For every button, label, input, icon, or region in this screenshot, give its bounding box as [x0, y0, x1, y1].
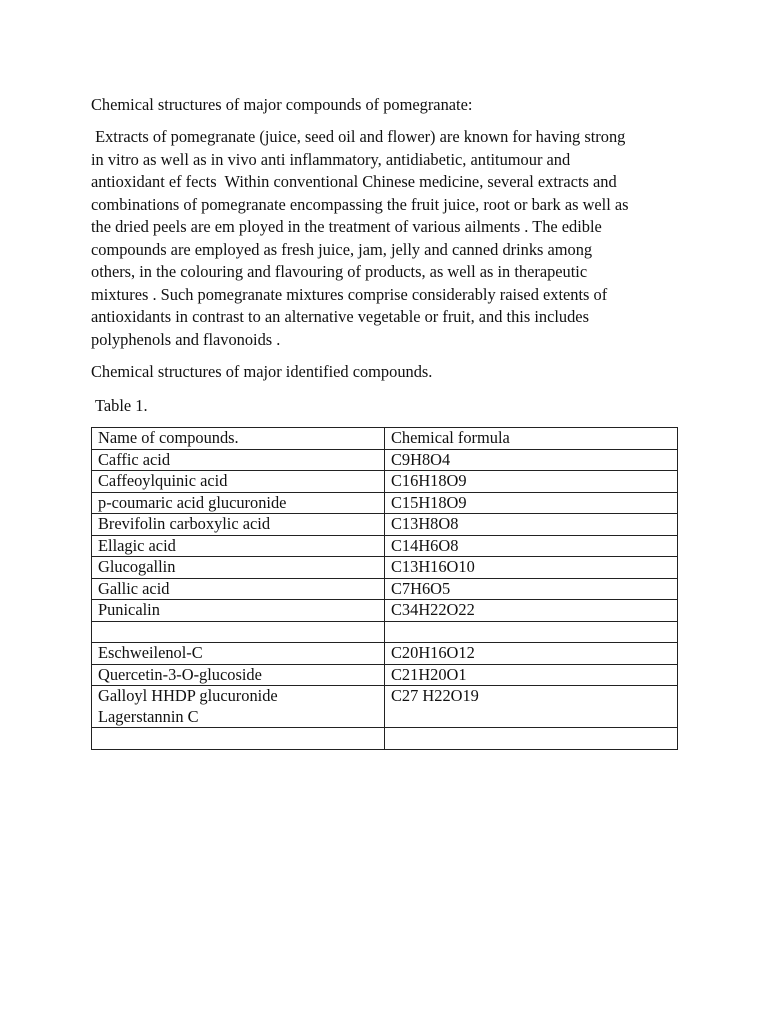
paragraph-line: mixtures . Such pomegranate mixtures comprise considerably raised extents of: [91, 284, 608, 304]
empty-cell: [92, 621, 385, 643]
table-row: [92, 664, 678, 686]
formula-cell: C27 H22O19: [385, 686, 678, 728]
table-row-empty: [92, 728, 678, 750]
formula-cell: C21H20O1: [385, 664, 678, 686]
table-row: [92, 557, 678, 579]
header-cell-name: Name of compounds.: [92, 428, 385, 450]
compounds-table-1: [91, 427, 678, 643]
table-caption: Table 1.: [95, 396, 148, 415]
table-row: [92, 578, 678, 600]
compound-name-cell: Ellagic acid: [92, 535, 385, 557]
compound-name-line: Lagerstannin C: [98, 706, 199, 726]
compound-name-cell: p-coumaric acid glucuronide: [92, 492, 385, 514]
empty-cell: [385, 728, 678, 750]
formula-cell: C13H16O10: [385, 557, 678, 579]
formula-cell: C7H6O5: [385, 578, 678, 600]
formula-cell: C15H18O9: [385, 492, 678, 514]
document-heading: Chemical structures of major compounds of pomegranate:: [91, 95, 473, 114]
table-row: [92, 535, 678, 557]
table-row: [92, 600, 678, 622]
formula-cell: C34H22O22: [385, 600, 678, 622]
paragraph-line: the dried peels are em ployed in the treatment of various ailments . The edible: [91, 217, 602, 236]
table-row: [92, 686, 678, 728]
formula-cell: C14H6O8: [385, 535, 678, 557]
compound-name-cell: Quercetin-3-O-glucoside: [92, 664, 385, 686]
paragraph-line: Extracts of pomegranate (juice, seed oil and flower) are known for having strong: [91, 127, 626, 146]
paragraph-line: others, in the colouring and flavouring of products, as well as in therapeutic: [91, 262, 588, 281]
table-row: [92, 492, 678, 514]
paragraph-line: polyphenols and flavonoids .: [91, 329, 281, 349]
compound-name-cell: Punicalin: [92, 600, 385, 622]
compounds-table-2: [91, 642, 678, 750]
compound-name-cell: Gallic acid: [92, 578, 385, 600]
paragraph-line: antioxidants in contrast to an alternative vegetable or fruit, and this includes: [91, 307, 589, 326]
empty-cell: [385, 621, 678, 643]
intro-paragraph: [91, 126, 681, 351]
empty-cell: [92, 728, 385, 750]
table-row: [92, 643, 678, 665]
paragraph-line: combinations of pomegranate encompassing the fruit juice, root or bark as well as: [91, 194, 629, 214]
compound-name-cell: Glucogallin: [92, 557, 385, 579]
table-row: [92, 471, 678, 493]
paragraph-line: in vitro as well as in vivo anti inflammatory, antidiabetic, antitumour and: [91, 149, 571, 169]
section-subheading: Chemical structures of major identified compounds.: [91, 362, 433, 381]
table-row: [92, 514, 678, 536]
paragraph-line: compounds are employed as fresh juice, jam, jelly and canned drinks among: [91, 239, 593, 259]
compound-name-cell: Caffeoylquinic acid: [92, 471, 385, 493]
table-row-empty: [92, 621, 678, 643]
header-cell-formula: Chemical formula: [385, 428, 678, 450]
compound-name-cell: Brevifolin carboxylic acid: [92, 514, 385, 536]
formula-cell: C13H8O8: [385, 514, 678, 536]
formula-cell: C16H18O9: [385, 471, 678, 493]
compound-name-cell: Caffic acid: [92, 449, 385, 471]
paragraph-line: antioxidant ef fects Within conventional Chinese medicine, several extracts and: [91, 172, 617, 191]
compound-name-cell: [92, 686, 385, 728]
table-row: [92, 449, 678, 471]
compound-name-line: Galloyl HHDP glucuronide: [98, 686, 278, 705]
formula-cell: C9H8O4: [385, 449, 678, 471]
table-header-row: [92, 428, 678, 450]
compound-name-cell: Eschweilenol-C: [92, 643, 385, 665]
formula-cell: C20H16O12: [385, 643, 678, 665]
